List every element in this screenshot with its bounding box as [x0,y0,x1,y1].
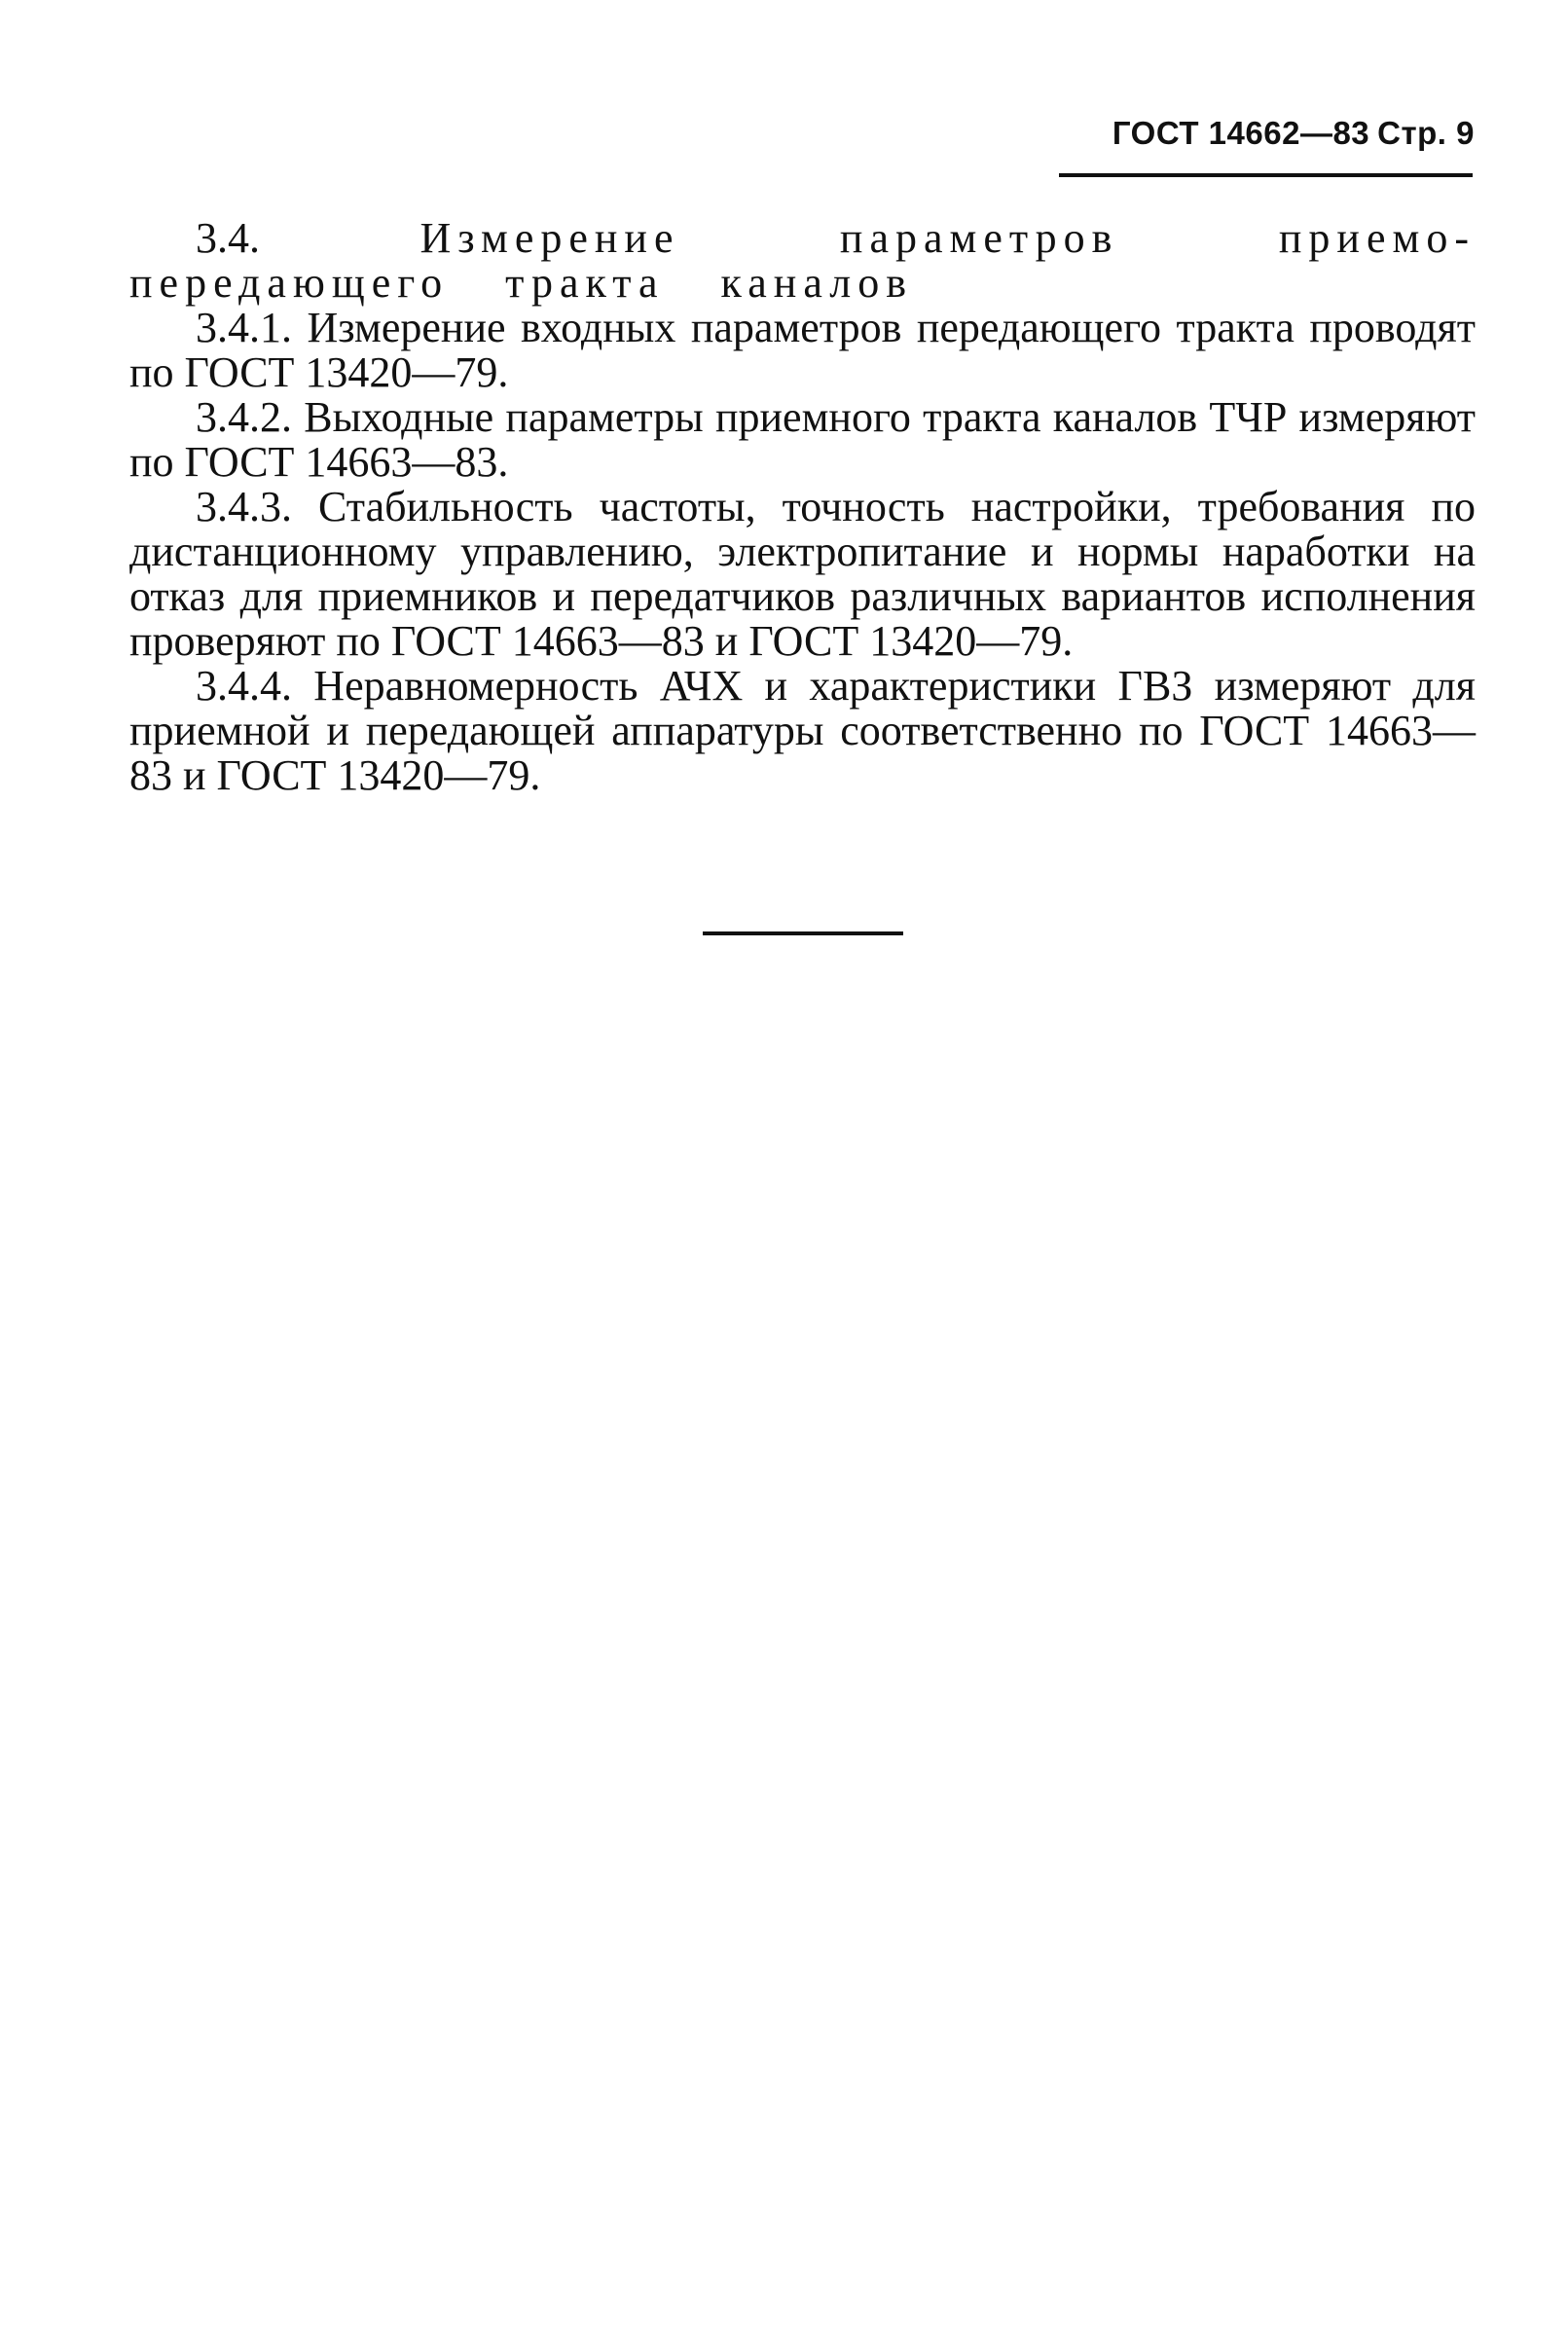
section-heading [129,216,1476,306]
paragraph-3-4-3: 3.4.3. Стабильность частоты, точность настройки, требования по дистанционному управлению, электропитание и нормы наработки на отказ для приемников и передатчиков различных вариантов исполнения проверяют по ГОСТ 14663—83 и ГОСТ 13420—79. [129,483,1476,665]
paragraph-3-4-1: 3.4.1. Измерение входных параметров передающего тракта проводят по ГОСТ 13420—79. [129,304,1476,396]
page-number: Стр. 9 [1377,115,1475,151]
section-title: Измерение параметров приемо-передающего тракта каналов [129,214,1476,307]
paragraph-3-4-2: 3.4.2. Выходные параметры приемного тракта каналов ТЧР измеряют по ГОСТ 14663—83. [129,393,1476,486]
page-header [1056,115,1475,152]
paragraph-3-4-4: 3.4.4. Неравномерность АЧХ и характеристики ГВЗ измеряют для приемной и передающей аппаратуры соответственно по ГОСТ 14663—83 и ГОСТ 13420—79. [129,662,1476,799]
header-rule [1059,173,1473,177]
end-of-text-rule [703,931,903,935]
section-number: 3.4. [196,214,260,262]
document-body [129,216,1476,798]
document-id: ГОСТ 14662—83 [1112,115,1370,151]
